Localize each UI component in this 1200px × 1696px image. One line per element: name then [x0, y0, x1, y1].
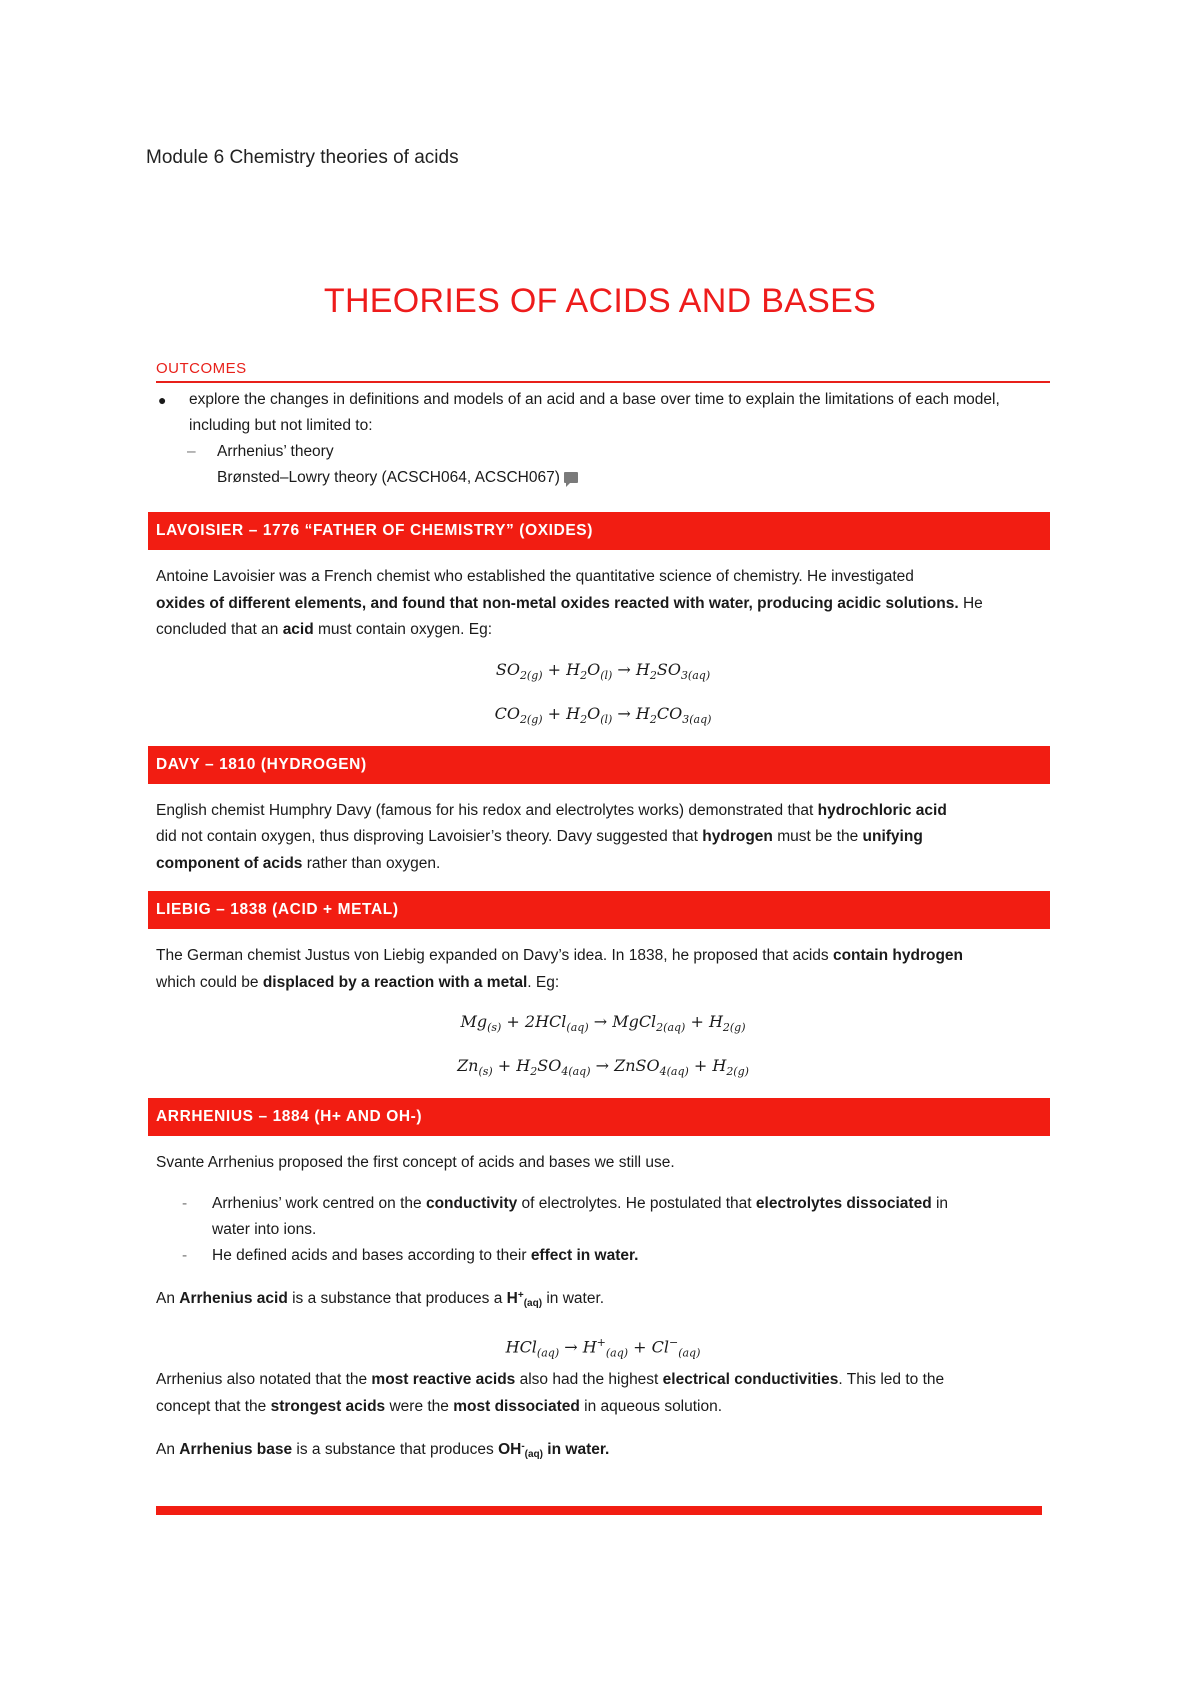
page-title: THEORIES OF ACIDS AND BASES	[323, 282, 877, 320]
equation-zn: $Zn_{(s)} + H_2SO_{4(aq)}$ → ZnSO$_{4(aq)}$ + $H_{2(g)}$	[457, 1056, 749, 1079]
module-title: Module 6 Chemistry theories of acids	[146, 147, 459, 168]
section-header-arrhenius: ARRHENIUS – 1884 (H+ AND OH-)	[148, 1098, 1050, 1136]
list-item: - He defined acids and bases according to their effect in water.	[182, 1243, 1050, 1269]
section-header-davy: DAVY – 1810 (HYDROGEN)	[148, 746, 1050, 784]
equation-so2: $SO_{2(g)} + H_2O_{(l)} \to H_2SO_{3(aq)}$	[495, 659, 711, 682]
section-divider	[156, 1506, 1042, 1515]
outcome-subitem: Brønsted–Lowry theory (ACSCH064, ACSCH067)	[217, 465, 578, 491]
equation-co2: $CO_{2(g)} + H_2O_{(l)} \to H_2CO_{3(aq)}$	[494, 703, 712, 726]
document-body	[156, 360, 1050, 1469]
section-header-lavoisier: LAVOISIER – 1776 “FATHER OF CHEMISTRY” (OXIDES)	[148, 512, 1050, 550]
list-item	[187, 439, 1050, 465]
outcome-subitems	[187, 439, 1050, 491]
dash-icon: -	[182, 1194, 188, 1212]
outcome-subitem: Arrhenius’ theory	[217, 443, 334, 460]
section-header-liebig: LIEBIG – 1838 (ACID + METAL)	[148, 891, 1050, 929]
outcome-text: explore the changes in definitions and models of an acid and a base over time to explain the limitations of each model, including but not limited to:	[189, 391, 1000, 434]
dash-icon: -	[182, 1246, 188, 1264]
outcome-bullet	[156, 387, 1050, 439]
davy-paragraph: English chemist Humphry Davy (famous for his redox and electrolytes works) demonstrated that hydrochloric acid did not contain oxygen, thus disproving Lavoisier’s theory. Davy suggested that hydrogen must be the unifying component of acids rather than oxygen.	[156, 801, 947, 872]
list-item	[187, 465, 1050, 491]
equation-hcl: $HCl_{(aq)} \to H^+_{(aq)} + Cl^-_{(aq)}$	[505, 1336, 701, 1360]
list-item: - Arrhenius’ work centred on the conductivity of electrolytes. He postulated that electrolytes dissociated in water into ions.	[182, 1191, 1050, 1243]
arrhenius-conductivity-paragraph: Arrhenius also notated that the most reactive acids also had the highest electrical conductivities. This led to the concept that the strongest acids were the most dissociated in aqueous solution.	[156, 1371, 945, 1415]
arrhenius-acid-definition: An Arrhenius acid is a substance that produces a H+(aq) in water.	[156, 1289, 605, 1309]
arrhenius-base-definition: An Arrhenius base is a substance that produces OH-(aq) in water.	[156, 1441, 610, 1460]
comment-icon[interactable]	[564, 472, 578, 483]
equation-mg: $Mg_{(s)} + 2HCl_{(aq)}$ → MgCl$_{2(aq)}$ + $H_{2(g)}$	[460, 1012, 746, 1035]
arrhenius-intro: Svante Arrhenius proposed the first concept of acids and bases we still use.	[156, 1154, 675, 1171]
liebig-paragraph: The German chemist Justus von Liebig expanded on Davy’s idea. In 1838, he proposed that acids contain hydrogen which could be displaced by a reaction with a metal. Eg:	[156, 947, 964, 991]
outcomes-heading: OUTCOMES	[156, 360, 1050, 383]
lavoisier-paragraph: Antoine Lavoisier was a French chemist who established the quantitative science of chemistry. He investigated oxides of different elements, and found that non-metal oxides reacted with water, producing acidic solutions. He concluded that an acid must contain oxygen. Eg:	[156, 568, 983, 638]
arrhenius-points	[182, 1191, 1050, 1269]
bullet-icon: ●	[158, 392, 167, 408]
dash-icon: –	[187, 443, 196, 460]
